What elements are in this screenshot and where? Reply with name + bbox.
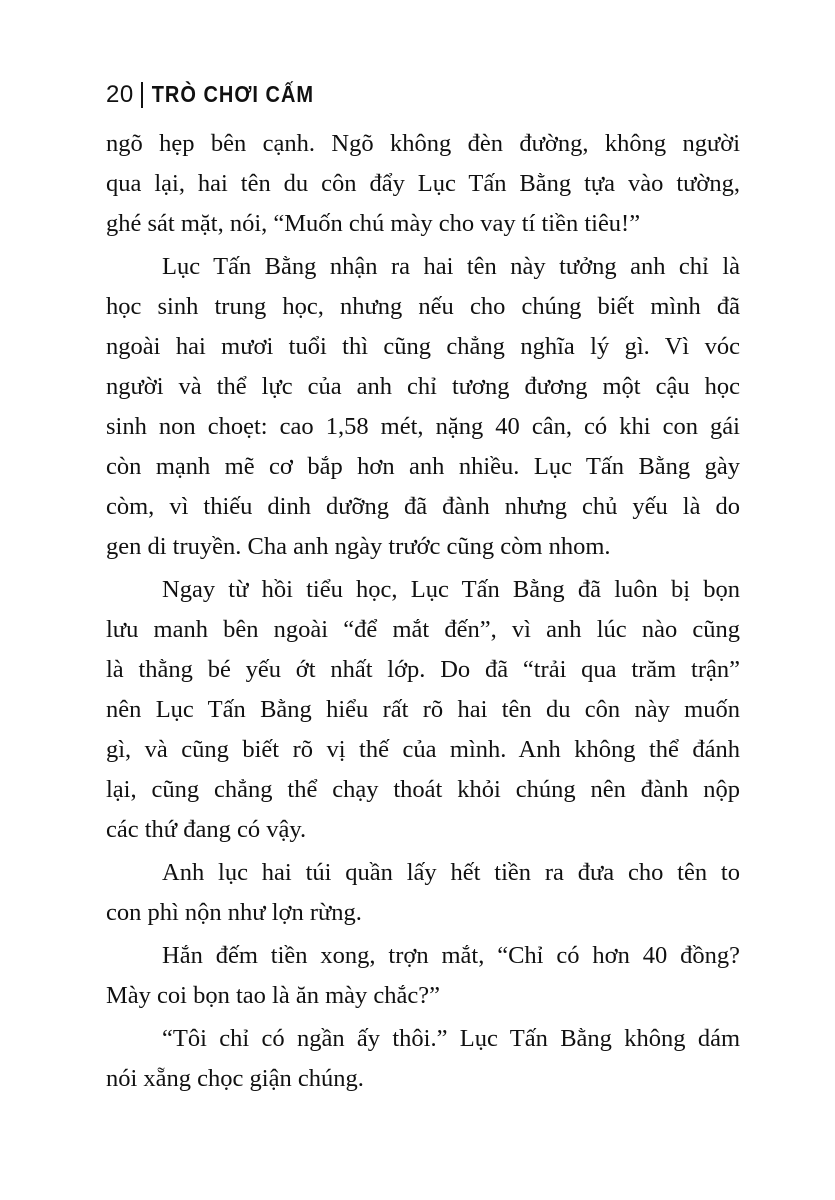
paragraph — [106, 853, 740, 933]
text-line: còn mạnh mẽ cơ bắp hơn anh nhiều. Lục Tấn Bằng gày — [106, 453, 740, 480]
running-header — [106, 78, 314, 112]
text-line: gì, và cũng biết rõ vị thế của mình. Anh không thể đánh — [106, 736, 740, 763]
text-line: là thằng bé yếu ớt nhất lớp. Do đã “trải qua trăm trận” — [106, 656, 740, 683]
text-line: gen di truyền. Cha anh ngày trước cũng còm nhom. — [106, 533, 611, 560]
paragraph — [106, 570, 740, 850]
text-line: ghé sát mặt, nói, “Muốn chú mày cho vay tí tiền tiêu!” — [106, 210, 641, 237]
paragraph — [106, 124, 740, 244]
text-line: còm, vì thiếu dinh dưỡng đã đành nhưng chủ yếu là do — [106, 493, 740, 520]
text-line: Lục Tấn Bằng nhận ra hai tên này tưởng anh chỉ là — [162, 253, 740, 280]
text-line: lưu manh bên ngoài “để mắt đến”, vì anh lúc nào cũng — [106, 616, 740, 643]
text-line: qua lại, hai tên du côn đẩy Lục Tấn Bằng tựa vào tường, — [106, 170, 740, 197]
text-line: con phì nộn như lợn rừng. — [106, 899, 362, 926]
text-line: các thứ đang có vậy. — [106, 816, 307, 843]
text-line: lại, cũng chẳng thể chạy thoát khỏi chúng nên đành nộp — [106, 776, 740, 803]
text-line: học sinh trung học, nhưng nếu cho chúng biết mình đã — [106, 293, 740, 320]
body-text — [106, 124, 740, 1102]
text-line: Ngay từ hồi tiểu học, Lục Tấn Bằng đã luôn bị bọn — [162, 576, 740, 603]
page-number: 20 — [106, 81, 134, 108]
paragraph — [106, 247, 740, 567]
paragraph — [106, 936, 740, 1016]
text-line: Mày coi bọn tao là ăn mày chắc?” — [106, 982, 441, 1009]
text-line: người và thể lực của anh chỉ tương đương một cậu học — [106, 373, 740, 400]
text-line: ngoài hai mươi tuổi thì cũng chẳng nghĩa lý gì. Vì vóc — [106, 333, 740, 360]
text-line: Hắn đếm tiền xong, trợn mắt, “Chỉ có hơn 40 đồng? — [162, 942, 740, 969]
book-title: TRÒ CHƠI CẤM — [151, 81, 315, 108]
text-line: Anh lục hai túi quần lấy hết tiền ra đưa cho tên to — [162, 859, 740, 886]
text-line: “Tôi chỉ có ngần ấy thôi.” Lục Tấn Bằng không dám — [162, 1025, 740, 1052]
header-divider — [141, 82, 143, 108]
paragraph — [106, 1019, 740, 1099]
text-line: nói xẵng chọc giận chúng. — [106, 1065, 364, 1092]
text-line: ngõ hẹp bên cạnh. Ngõ không đèn đường, không người — [106, 130, 740, 157]
text-line: nên Lục Tấn Bằng hiểu rất rõ hai tên du côn này muốn — [106, 696, 740, 723]
text-line: sinh non choẹt: cao 1,58 mét, nặng 40 cân, có khi con gái — [106, 413, 740, 440]
